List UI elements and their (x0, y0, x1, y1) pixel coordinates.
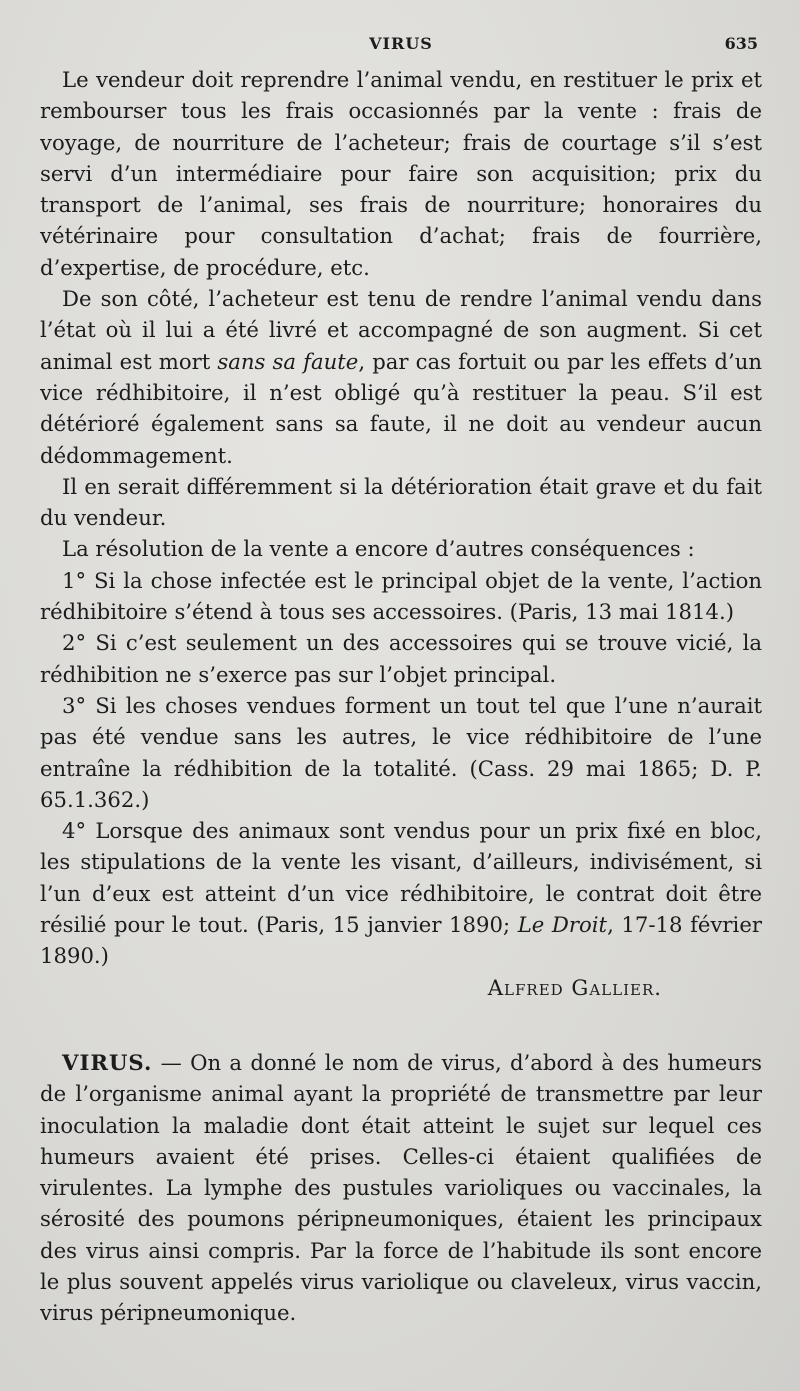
paragraph-acheteur-end: , par cas fortuit ou par les effets d’un vice rédhibitoire, il n’est obligé qu’à restituer la peau. S’il est détérioré également sans sa faute, il ne doit au vendeur aucun dédommagement. (40, 348, 762, 468)
entry-headword: VIRUS. (62, 1049, 153, 1075)
paragraph-acheteur-start: De son côté, l’acheteur est tenu de rendre l’animal vendu dans l’état où il lui a été livré et accompagné de son augment. Si cet animal est mort (40, 286, 762, 374)
entry-text: — On a donné le nom de virus, d’abord à des humeurs de l’organisme animal ayant la propriété de transmettre par leur inoculation la maladie dont était atteint le sujet sur lequel ces humeurs avaient été prises. Celles-ci étaient qualifiées de virulentes. La lymphe des pustules varioliques ou vaccinales, la sérosité des poumons péripneumoniques, étaient les principaux des virus ainsi compris. Par la force de l’habitude ils sont encore le plus souvent appelés virus variolique ou claveleux, virus vaccin, virus péripneumonique. (40, 1049, 762, 1326)
paragraph-point-4-start: 4° Lorsque des animaux sont vendus pour un prix fixé en bloc, les stipulations de la vente les visant, d’ailleurs, indivisément, si l’un d’eux est atteint d’un vice rédhibitoire, le contrat doit être résilié pour le tout. (Paris, 15 janvier 1890; (40, 818, 762, 938)
paragraph-deterioration: Il en serait différemment si la détérioration était grave et du fait du vendeur. (40, 473, 762, 531)
italic-sans-sa-faute: sans sa faute (217, 348, 359, 374)
paragraph-point-4 (40, 815, 762, 971)
page-body (40, 64, 762, 1329)
paragraph-point-4-end: , 17-18 février 1890.) (40, 912, 762, 969)
paragraph-point-2: 2° Si c’est seulement un des accessoires qui se trouve vicié, la rédhibition ne s’exerce pas sur l’objet principal. (40, 630, 762, 687)
paragraph-vendeur: Le vendeur doit reprendre l’animal vendu, en restituer le prix et rembourser tous les frais occasionnés par la vente : frais de voyage, de nourriture de l’acheteur; frais de courtage s’il s’est servi d’un intermédiaire pour faire son acquisition; prix du transport de l’animal, ses frais de nourriture; honoraires du vétérinaire pour consultation d’achat; frais de fourrière, d’expertise, de procédure, etc. (40, 67, 762, 280)
author-signature: Alfred Gallier. (487, 974, 662, 1000)
italic-le-droit: Le Droit (517, 912, 608, 938)
paragraph-point-3: 3° Si les choses vendues forment un tout tel que l’une n’aurait pas été vendue sans les autres, le vice rédhibitoire de l’une entraîne la rédhibition de la totalité. (Cass. 29 mai 1865; D. P. 65.1.362.) (40, 692, 762, 812)
running-title: VIRUS (369, 34, 433, 53)
paragraph-acheteur (40, 283, 762, 471)
section-gap (40, 1003, 762, 1047)
running-header (40, 34, 762, 58)
paragraph-consequences: La résolution de la vente a encore d’autres conséquences : (62, 536, 695, 562)
entry-virus (40, 1047, 762, 1329)
page-number: 635 (724, 34, 758, 53)
paragraph-point-1: 1° Si la chose infectée est le principal objet de la vente, l’action rédhibitoire s’étend à tous ses accessoires. (Paris, 13 mai 1814.) (40, 567, 762, 625)
